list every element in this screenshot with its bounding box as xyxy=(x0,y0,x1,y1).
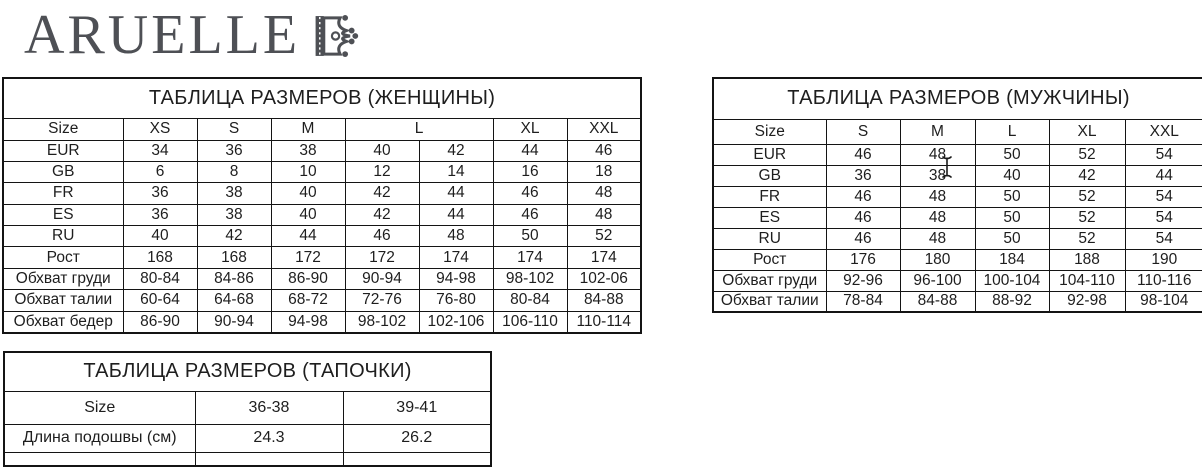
header-size-xxl: XXL xyxy=(1125,119,1202,144)
cell-value: 46 xyxy=(826,186,900,207)
cell-value: 172 xyxy=(345,247,419,268)
cell-value: 86-90 xyxy=(123,311,197,332)
cell-value: 36 xyxy=(197,140,271,161)
table-row xyxy=(3,290,641,311)
table-row xyxy=(3,226,641,247)
header-size-xl: XL xyxy=(1049,119,1125,144)
row-label: Длина подошвы (см) xyxy=(4,424,195,452)
cell-value: 92-98 xyxy=(1049,291,1125,312)
men-table-title-row xyxy=(713,78,1202,119)
cell-value: 104-110 xyxy=(1049,270,1125,291)
table-row xyxy=(3,140,641,161)
cell-value: 90-94 xyxy=(345,268,419,289)
cell-value: 44 xyxy=(493,140,567,161)
cell-value: 48 xyxy=(900,228,975,249)
table-row xyxy=(4,424,491,452)
cell-value: 106-110 xyxy=(493,311,567,332)
cell-value: 64-68 xyxy=(197,290,271,311)
header-size-m: M xyxy=(900,119,975,144)
cell-value: 84-88 xyxy=(900,291,975,312)
cell-value: 174 xyxy=(567,247,641,268)
cell-value: 44 xyxy=(271,226,345,247)
header-size-s: S xyxy=(197,118,271,140)
cell-value: 52 xyxy=(567,226,641,247)
women-size-table xyxy=(2,77,642,334)
cell-value: 8 xyxy=(197,161,271,182)
cell-value: 174 xyxy=(419,247,493,268)
row-label: Рост xyxy=(3,247,123,268)
table-row xyxy=(4,391,491,424)
cell-value: 48 xyxy=(900,207,975,228)
row-label: FR xyxy=(3,183,123,204)
cell-value: 24.3 xyxy=(195,424,343,452)
cell-value: 48 xyxy=(567,204,641,225)
cell-value: 36 xyxy=(123,204,197,225)
cell-value: 50 xyxy=(975,228,1049,249)
empty-cell xyxy=(4,452,195,466)
cell-value: 96-100 xyxy=(900,270,975,291)
row-label: RU xyxy=(3,226,123,247)
table-row xyxy=(713,228,1202,249)
cell-value: 42 xyxy=(419,140,493,161)
cell-value: 98-104 xyxy=(1125,291,1202,312)
men-size-table xyxy=(712,77,1202,313)
cell-value: 100-104 xyxy=(975,270,1049,291)
row-label: Обхват талии xyxy=(3,290,123,311)
table-row xyxy=(3,204,641,225)
cell-value: 48 xyxy=(900,186,975,207)
cell-value: 42 xyxy=(1049,165,1125,186)
row-label: Обхват груди xyxy=(713,270,826,291)
row-label: FR xyxy=(713,186,826,207)
cell-value: 50 xyxy=(493,226,567,247)
header-size-xs: XS xyxy=(123,118,197,140)
row-label: GB xyxy=(3,161,123,182)
table-row xyxy=(713,186,1202,207)
cell-value: 80-84 xyxy=(123,268,197,289)
cell-value: 90-94 xyxy=(197,311,271,332)
cell-value: 40 xyxy=(271,183,345,204)
table-row xyxy=(3,161,641,182)
header-size-l: L xyxy=(345,118,493,140)
header-size-xxl: XXL xyxy=(567,118,641,140)
cell-value: 44 xyxy=(419,204,493,225)
cell-value: 38 xyxy=(197,183,271,204)
row-label: RU xyxy=(713,228,826,249)
cell-value: 168 xyxy=(123,247,197,268)
cell-value: 40 xyxy=(345,140,419,161)
header-size-m: M xyxy=(271,118,345,140)
size-header-row xyxy=(713,119,1202,144)
table-row xyxy=(3,268,641,289)
cell-value: 52 xyxy=(1049,144,1125,165)
row-label: Обхват груди xyxy=(3,268,123,289)
row-label: EUR xyxy=(713,144,826,165)
women-table-title: ТАБЛИЦА РАЗМЕРОВ (ЖЕНЩИНЫ) xyxy=(3,78,641,118)
row-label: Size xyxy=(4,391,195,424)
row-label: EUR xyxy=(3,140,123,161)
cell-value: 40 xyxy=(271,204,345,225)
cell-value: 50 xyxy=(975,207,1049,228)
cell-value: 42 xyxy=(197,226,271,247)
cell-value: 54 xyxy=(1125,144,1202,165)
cell-value: 48 xyxy=(900,144,975,165)
header-size-xl: XL xyxy=(493,118,567,140)
cell-value: 78-84 xyxy=(826,291,900,312)
cell-value: 39-41 xyxy=(343,391,491,424)
cell-value: 88-92 xyxy=(975,291,1049,312)
slippers-size-table xyxy=(3,351,492,467)
table-row xyxy=(713,270,1202,291)
cell-value: 46 xyxy=(567,140,641,161)
table-row xyxy=(3,183,641,204)
cell-value: 34 xyxy=(123,140,197,161)
cell-value: 110-116 xyxy=(1125,270,1202,291)
table-row xyxy=(713,165,1202,186)
cell-value: 18 xyxy=(567,161,641,182)
cell-value: 98-102 xyxy=(345,311,419,332)
cell-value: 102-06 xyxy=(567,268,641,289)
cell-value: 52 xyxy=(1049,186,1125,207)
row-label: ES xyxy=(3,204,123,225)
cell-value: 36 xyxy=(826,165,900,186)
header-size-label: Size xyxy=(3,118,123,140)
cell-value: 40 xyxy=(123,226,197,247)
cell-value: 50 xyxy=(975,186,1049,207)
cell-value: 38 xyxy=(271,140,345,161)
men-table-title: ТАБЛИЦА РАЗМЕРОВ (МУЖЧИНЫ) xyxy=(713,78,1202,119)
cell-value: 176 xyxy=(826,249,900,270)
cell-value: 46 xyxy=(826,228,900,249)
cell-value: 46 xyxy=(826,207,900,228)
cell-value: 36 xyxy=(123,183,197,204)
table-row xyxy=(713,291,1202,312)
cell-value: 42 xyxy=(345,204,419,225)
cell-value: 60-64 xyxy=(123,290,197,311)
cell-value: 98-102 xyxy=(493,268,567,289)
cell-value: 54 xyxy=(1125,228,1202,249)
cell-value: 42 xyxy=(345,183,419,204)
cell-value: 38 xyxy=(197,204,271,225)
cell-value: 46 xyxy=(493,183,567,204)
cell-value: 54 xyxy=(1125,207,1202,228)
slippers-cut-row xyxy=(4,452,491,466)
cell-value: 94-98 xyxy=(419,268,493,289)
empty-cell xyxy=(343,452,491,466)
header-size-label: Size xyxy=(713,119,826,144)
cell-value: 54 xyxy=(1125,186,1202,207)
cell-value: 180 xyxy=(900,249,975,270)
cell-value: 40 xyxy=(975,165,1049,186)
table-row xyxy=(3,311,641,332)
cell-value: 6 xyxy=(123,161,197,182)
cell-value: 92-96 xyxy=(826,270,900,291)
cell-value: 36-38 xyxy=(195,391,343,424)
row-label: Обхват талии xyxy=(713,291,826,312)
brand-name: ARUELLE xyxy=(24,4,301,66)
cell-value: 38 xyxy=(900,165,975,186)
cell-value: 14 xyxy=(419,161,493,182)
cell-value: 48 xyxy=(419,226,493,247)
cell-value: 174 xyxy=(493,247,567,268)
cell-value: 84-88 xyxy=(567,290,641,311)
cell-value: 102-106 xyxy=(419,311,493,332)
cell-value: 12 xyxy=(345,161,419,182)
cell-value: 72-76 xyxy=(345,290,419,311)
cell-value: 184 xyxy=(975,249,1049,270)
table-row xyxy=(713,207,1202,228)
cell-value: 188 xyxy=(1049,249,1125,270)
header-size-l: L xyxy=(975,119,1049,144)
row-label: Обхват бедер xyxy=(3,311,123,332)
size-header-row xyxy=(3,118,641,140)
cell-value: 52 xyxy=(1049,207,1125,228)
cell-value: 172 xyxy=(271,247,345,268)
slippers-table-title-row xyxy=(4,352,491,391)
cell-value: 46 xyxy=(345,226,419,247)
cell-value: 50 xyxy=(975,144,1049,165)
table-row xyxy=(3,247,641,268)
slippers-table-title: ТАБЛИЦА РАЗМЕРОВ (ТАПОЧКИ) xyxy=(4,352,491,391)
brand-logo xyxy=(24,0,360,70)
crown-icon xyxy=(302,7,360,65)
cell-value: 10 xyxy=(271,161,345,182)
cell-value: 16 xyxy=(493,161,567,182)
cell-value: 46 xyxy=(826,144,900,165)
cell-value: 26.2 xyxy=(343,424,491,452)
row-label: Рост xyxy=(713,249,826,270)
cell-value: 52 xyxy=(1049,228,1125,249)
cell-value: 110-114 xyxy=(567,311,641,332)
cell-value: 44 xyxy=(1125,165,1202,186)
cell-value: 48 xyxy=(567,183,641,204)
row-label: ES xyxy=(713,207,826,228)
table-row xyxy=(713,144,1202,165)
cell-value: 94-98 xyxy=(271,311,345,332)
table-row xyxy=(713,249,1202,270)
cell-value: 44 xyxy=(419,183,493,204)
cell-value: 76-80 xyxy=(419,290,493,311)
women-table-title-row xyxy=(3,78,641,118)
cell-value: 46 xyxy=(493,204,567,225)
cell-value: 80-84 xyxy=(493,290,567,311)
header-size-s: S xyxy=(826,119,900,144)
cell-value: 86-90 xyxy=(271,268,345,289)
empty-cell xyxy=(195,452,343,466)
cell-value: 168 xyxy=(197,247,271,268)
cell-value: 68-72 xyxy=(271,290,345,311)
cell-value: 190 xyxy=(1125,249,1202,270)
row-label: GB xyxy=(713,165,826,186)
cell-value: 84-86 xyxy=(197,268,271,289)
